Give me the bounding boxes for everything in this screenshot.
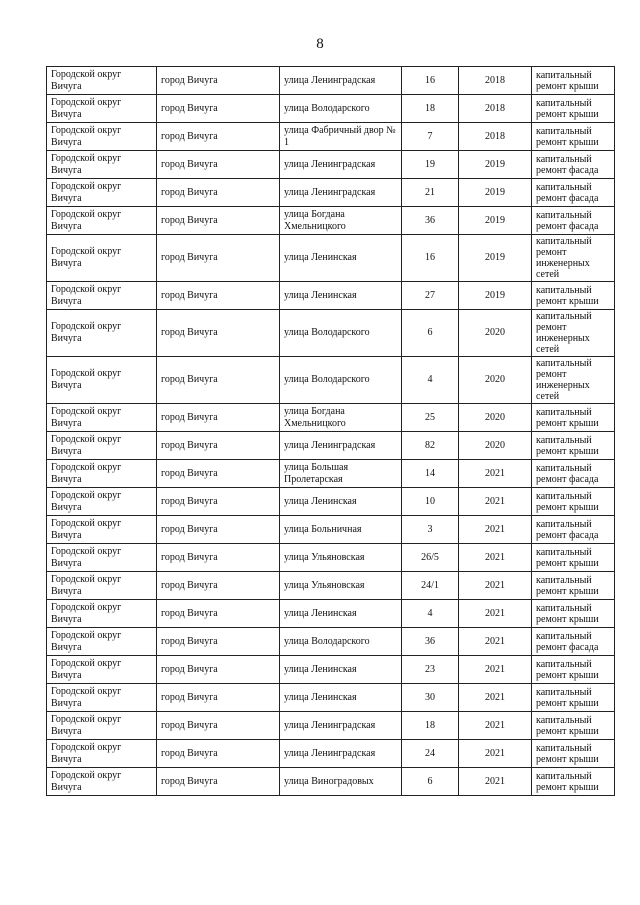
work-type-cell: капитальный ремонт фасада xyxy=(532,151,615,179)
municipality-cell: Городской округ Вичуга xyxy=(47,572,157,600)
settlement-cell: город Вичуга xyxy=(157,207,280,235)
municipality-cell: Городской округ Вичуга xyxy=(47,684,157,712)
settlement-cell: город Вичуга xyxy=(157,432,280,460)
municipality-cell: Городской округ Вичуга xyxy=(47,600,157,628)
work-type-cell: капитальный ремонт крыши xyxy=(532,656,615,684)
settlement-cell: город Вичуга xyxy=(157,656,280,684)
table-row xyxy=(47,460,615,488)
year-cell: 2021 xyxy=(459,488,532,516)
table-row xyxy=(47,357,615,404)
work-type-cell: капитальный ремонт инженерных сетей xyxy=(532,235,615,282)
street-cell: улица Богдана Хмельницкого xyxy=(280,404,402,432)
settlement-cell: город Вичуга xyxy=(157,516,280,544)
house-number-cell: 6 xyxy=(402,310,459,357)
house-number-cell: 10 xyxy=(402,488,459,516)
settlement-cell: город Вичуга xyxy=(157,179,280,207)
street-cell: улица Больничная xyxy=(280,516,402,544)
table-row xyxy=(47,712,615,740)
municipality-cell: Городской округ Вичуга xyxy=(47,460,157,488)
year-cell: 2021 xyxy=(459,600,532,628)
street-cell: улица Ульяновская xyxy=(280,572,402,600)
house-number-cell: 6 xyxy=(402,768,459,796)
street-cell: улица Володарского xyxy=(280,357,402,404)
settlement-cell: город Вичуга xyxy=(157,357,280,404)
street-cell: улица Ленинградская xyxy=(280,432,402,460)
house-number-cell: 82 xyxy=(402,432,459,460)
street-cell: улица Ленинская xyxy=(280,600,402,628)
year-cell: 2019 xyxy=(459,151,532,179)
municipality-cell: Городской округ Вичуга xyxy=(47,179,157,207)
work-type-cell: капитальный ремонт крыши xyxy=(532,740,615,768)
table-row xyxy=(47,67,615,95)
table-row xyxy=(47,516,615,544)
table-row xyxy=(47,123,615,151)
house-number-cell: 27 xyxy=(402,282,459,310)
table-row xyxy=(47,656,615,684)
repair-schedule-table xyxy=(46,66,615,796)
year-cell: 2021 xyxy=(459,460,532,488)
house-number-cell: 26/5 xyxy=(402,544,459,572)
municipality-cell: Городской округ Вичуга xyxy=(47,95,157,123)
street-cell: улица Володарского xyxy=(280,310,402,357)
work-type-cell: капитальный ремонт фасада xyxy=(532,207,615,235)
year-cell: 2021 xyxy=(459,656,532,684)
work-type-cell: капитальный ремонт крыши xyxy=(532,600,615,628)
settlement-cell: город Вичуга xyxy=(157,67,280,95)
year-cell: 2021 xyxy=(459,572,532,600)
settlement-cell: город Вичуга xyxy=(157,235,280,282)
work-type-cell: капитальный ремонт крыши xyxy=(532,768,615,796)
municipality-cell: Городской округ Вичуга xyxy=(47,207,157,235)
municipality-cell: Городской округ Вичуга xyxy=(47,516,157,544)
settlement-cell: город Вичуга xyxy=(157,628,280,656)
work-type-cell: капитальный ремонт крыши xyxy=(532,282,615,310)
table-row xyxy=(47,95,615,123)
municipality-cell: Городской округ Вичуга xyxy=(47,740,157,768)
street-cell: улица Ленинская xyxy=(280,684,402,712)
work-type-cell: капитальный ремонт крыши xyxy=(532,432,615,460)
table-row xyxy=(47,684,615,712)
work-type-cell: капитальный ремонт крыши xyxy=(532,572,615,600)
settlement-cell: город Вичуга xyxy=(157,95,280,123)
work-type-cell: капитальный ремонт крыши xyxy=(532,712,615,740)
work-type-cell: капитальный ремонт инженерных сетей xyxy=(532,310,615,357)
settlement-cell: город Вичуга xyxy=(157,572,280,600)
settlement-cell: город Вичуга xyxy=(157,712,280,740)
work-type-cell: капитальный ремонт крыши xyxy=(532,488,615,516)
table-body xyxy=(47,67,615,796)
year-cell: 2018 xyxy=(459,67,532,95)
house-number-cell: 18 xyxy=(402,95,459,123)
table-row xyxy=(47,572,615,600)
table-row xyxy=(47,282,615,310)
municipality-cell: Городской округ Вичуга xyxy=(47,151,157,179)
street-cell: улица Ленинградская xyxy=(280,67,402,95)
table-row xyxy=(47,207,615,235)
page-number: 8 xyxy=(316,36,324,52)
house-number-cell: 21 xyxy=(402,179,459,207)
municipality-cell: Городской округ Вичуга xyxy=(47,404,157,432)
year-cell: 2019 xyxy=(459,282,532,310)
municipality-cell: Городской округ Вичуга xyxy=(47,432,157,460)
settlement-cell: город Вичуга xyxy=(157,684,280,712)
municipality-cell: Городской округ Вичуга xyxy=(47,768,157,796)
table-row xyxy=(47,235,615,282)
table-row xyxy=(47,488,615,516)
year-cell: 2021 xyxy=(459,628,532,656)
house-number-cell: 3 xyxy=(402,516,459,544)
municipality-cell: Городской округ Вичуга xyxy=(47,67,157,95)
settlement-cell: город Вичуга xyxy=(157,544,280,572)
municipality-cell: Городской округ Вичуга xyxy=(47,123,157,151)
street-cell: улица Володарского xyxy=(280,95,402,123)
settlement-cell: город Вичуга xyxy=(157,740,280,768)
house-number-cell: 18 xyxy=(402,712,459,740)
street-cell: улица Ленинградская xyxy=(280,712,402,740)
street-cell: улица Володарского xyxy=(280,628,402,656)
work-type-cell: капитальный ремонт крыши xyxy=(532,404,615,432)
street-cell: улица Большая Пролетарская xyxy=(280,460,402,488)
settlement-cell: город Вичуга xyxy=(157,123,280,151)
table-row xyxy=(47,628,615,656)
settlement-cell: город Вичуга xyxy=(157,460,280,488)
street-cell: улица Фабричный двор № 1 xyxy=(280,123,402,151)
work-type-cell: капитальный ремонт крыши xyxy=(532,95,615,123)
municipality-cell: Городской округ Вичуга xyxy=(47,712,157,740)
settlement-cell: город Вичуга xyxy=(157,282,280,310)
house-number-cell: 30 xyxy=(402,684,459,712)
year-cell: 2021 xyxy=(459,768,532,796)
municipality-cell: Городской округ Вичуга xyxy=(47,310,157,357)
year-cell: 2021 xyxy=(459,712,532,740)
settlement-cell: город Вичуга xyxy=(157,600,280,628)
municipality-cell: Городской округ Вичуга xyxy=(47,235,157,282)
house-number-cell: 4 xyxy=(402,357,459,404)
street-cell: улица Ленинская xyxy=(280,235,402,282)
year-cell: 2020 xyxy=(459,310,532,357)
year-cell: 2021 xyxy=(459,544,532,572)
street-cell: улица Ленинская xyxy=(280,656,402,684)
work-type-cell: капитальный ремонт крыши xyxy=(532,123,615,151)
house-number-cell: 16 xyxy=(402,235,459,282)
settlement-cell: город Вичуга xyxy=(157,768,280,796)
table-row xyxy=(47,179,615,207)
work-type-cell: капитальный ремонт фасада xyxy=(532,179,615,207)
house-number-cell: 24 xyxy=(402,740,459,768)
year-cell: 2020 xyxy=(459,432,532,460)
year-cell: 2020 xyxy=(459,357,532,404)
table-row xyxy=(47,404,615,432)
settlement-cell: город Вичуга xyxy=(157,310,280,357)
year-cell: 2019 xyxy=(459,207,532,235)
work-type-cell: капитальный ремонт крыши xyxy=(532,67,615,95)
settlement-cell: город Вичуга xyxy=(157,488,280,516)
street-cell: улица Ульяновская xyxy=(280,544,402,572)
settlement-cell: город Вичуга xyxy=(157,404,280,432)
year-cell: 2019 xyxy=(459,235,532,282)
work-type-cell: капитальный ремонт крыши xyxy=(532,544,615,572)
year-cell: 2021 xyxy=(459,516,532,544)
work-type-cell: капитальный ремонт фасада xyxy=(532,460,615,488)
street-cell: улица Богдана Хмельницкого xyxy=(280,207,402,235)
municipality-cell: Городской округ Вичуга xyxy=(47,282,157,310)
table-row xyxy=(47,432,615,460)
table-row xyxy=(47,544,615,572)
year-cell: 2021 xyxy=(459,740,532,768)
table-row xyxy=(47,600,615,628)
municipality-cell: Городской округ Вичуга xyxy=(47,544,157,572)
year-cell: 2021 xyxy=(459,684,532,712)
settlement-cell: город Вичуга xyxy=(157,151,280,179)
year-cell: 2018 xyxy=(459,95,532,123)
house-number-cell: 14 xyxy=(402,460,459,488)
municipality-cell: Городской округ Вичуга xyxy=(47,656,157,684)
street-cell: улица Ленинская xyxy=(280,488,402,516)
house-number-cell: 23 xyxy=(402,656,459,684)
house-number-cell: 24/1 xyxy=(402,572,459,600)
house-number-cell: 4 xyxy=(402,600,459,628)
house-number-cell: 36 xyxy=(402,207,459,235)
municipality-cell: Городской округ Вичуга xyxy=(47,628,157,656)
house-number-cell: 16 xyxy=(402,67,459,95)
street-cell: улица Ленинградская xyxy=(280,740,402,768)
year-cell: 2018 xyxy=(459,123,532,151)
table-row xyxy=(47,151,615,179)
table-row xyxy=(47,768,615,796)
table-row xyxy=(47,740,615,768)
street-cell: улица Виноградовых xyxy=(280,768,402,796)
year-cell: 2019 xyxy=(459,179,532,207)
work-type-cell: капитальный ремонт фасада xyxy=(532,516,615,544)
street-cell: улица Ленинградская xyxy=(280,151,402,179)
street-cell: улица Ленинская xyxy=(280,282,402,310)
house-number-cell: 25 xyxy=(402,404,459,432)
municipality-cell: Городской округ Вичуга xyxy=(47,488,157,516)
house-number-cell: 19 xyxy=(402,151,459,179)
work-type-cell: капитальный ремонт инженерных сетей xyxy=(532,357,615,404)
house-number-cell: 36 xyxy=(402,628,459,656)
municipality-cell: Городской округ Вичуга xyxy=(47,357,157,404)
street-cell: улица Ленинградская xyxy=(280,179,402,207)
work-type-cell: капитальный ремонт фасада xyxy=(532,628,615,656)
table-row xyxy=(47,310,615,357)
work-type-cell: капитальный ремонт крыши xyxy=(532,684,615,712)
house-number-cell: 7 xyxy=(402,123,459,151)
year-cell: 2020 xyxy=(459,404,532,432)
